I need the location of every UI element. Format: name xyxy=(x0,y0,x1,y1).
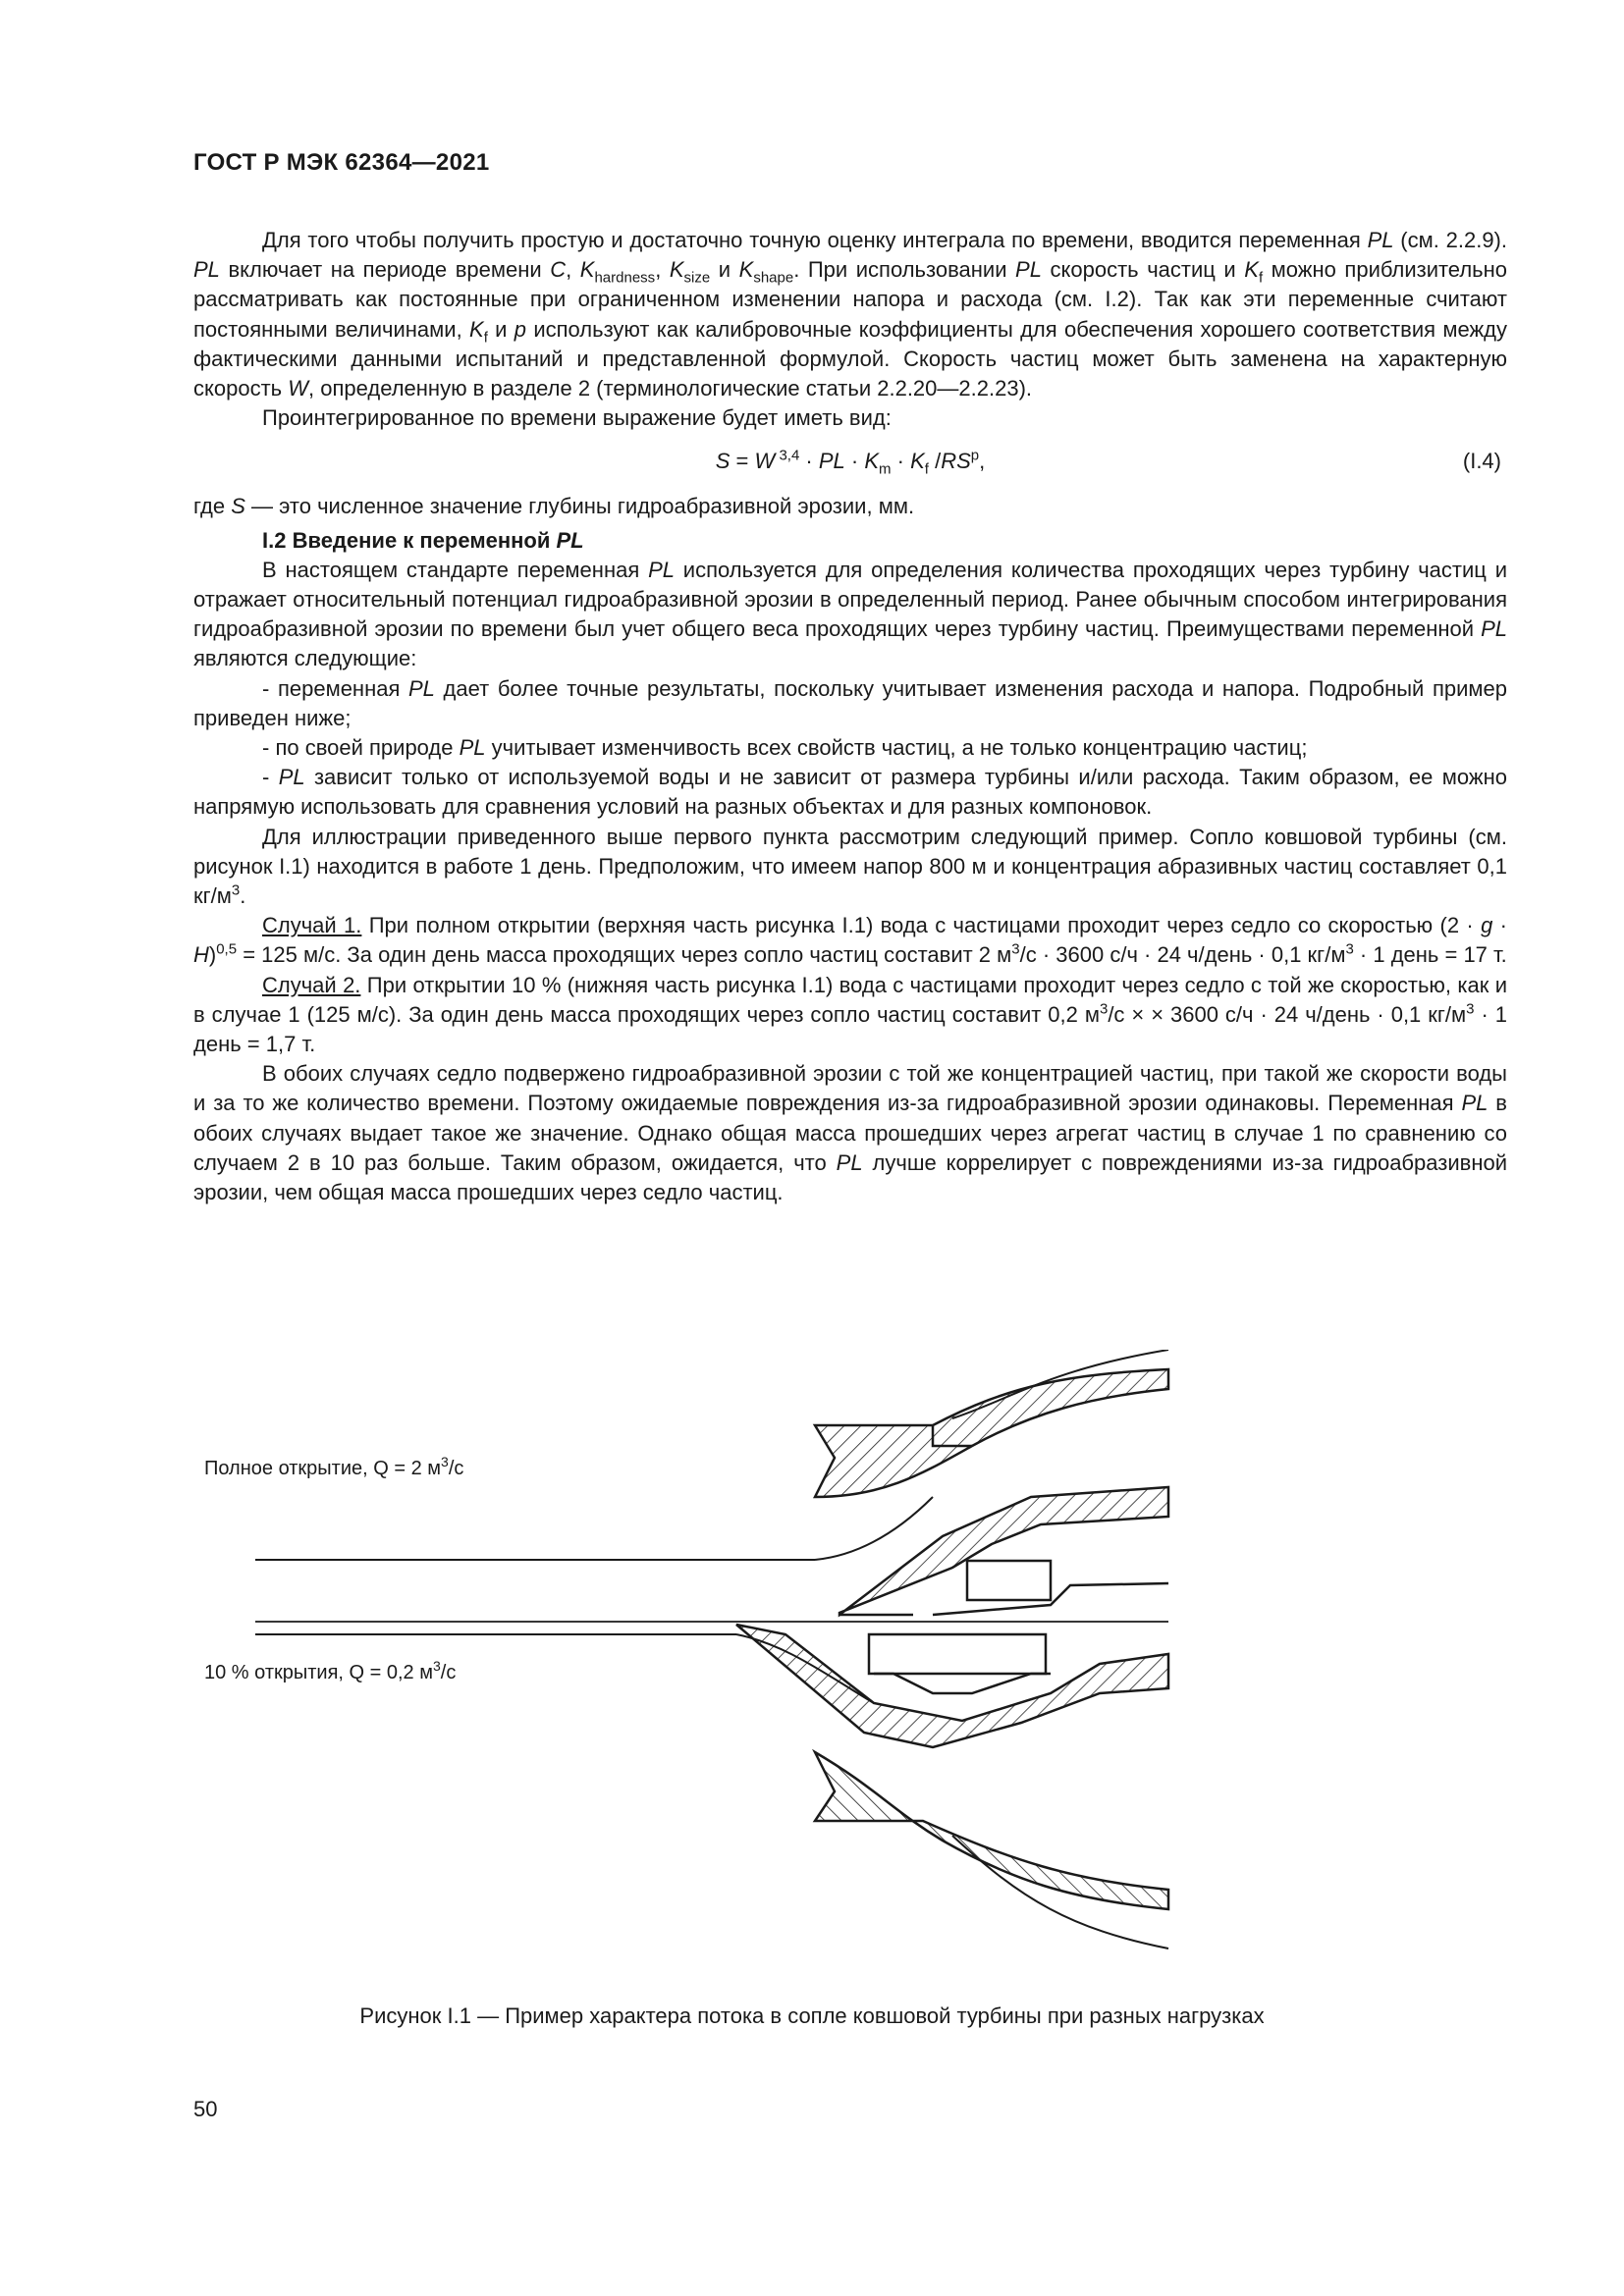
document-header: ГОСТ Р МЭК 62364—2021 xyxy=(193,149,490,176)
figure-nozzle-flow xyxy=(187,1350,1463,1978)
paragraph-case-2: Случай 2. При открытии 10 % (нижняя часть рисунка I.1) вода с частицами проходит через седло с той же скоростью, как и в случае 1 (125 м/с). За один день масса проходящих через сопло частиц составит 0,2 $м^3/с$ × × 3600 с/ч · 24 ч/день · 0,1 $кг/м^3 \cdot 1$ день = 1,7 т. xyxy=(193,972,1507,1057)
paragraph-example: Для иллюстрации приведенного выше первого пункта рассмотрим следующий пример. Сопло ковшовой турбины (см. рисунок I.1) находится в работе 1 день. Предположим, что имеем напор 800 м и концентрация абразивных частиц составляет 0,1 $кг/м^3$. xyxy=(193,824,1507,909)
paragraph-pl-purpose: В настоящем стандарте переменная PL используется для определения количества проходящих через турбину частиц и отражает относительный потенциал гидроабразивной эрозии в определенный период. Ранее обычным способом интегрирования гидроабразивной эрозии по времени был учет общего веса проходящих через турбину частиц. Преимуществами переменной PL являются следующие: xyxy=(193,557,1507,671)
section-title-i2: I.2 Введение к переменной PL xyxy=(262,527,584,553)
paragraph-pl-intro: Для того чтобы получить простую и достаточно точную оценку интеграла по времени, вводится переменная PL (см. 2.2.9). PL включает на периоде времени C, $K_{hardness}$, $K_{size}$ и $K_{shape}$. При использовании PL скорость частиц и $K_f$ можно приблизительно рассматривать как постоянные при ограниченном изменении напора и расхода (см. I.2). Так как эти переменные считают постоянными величинами, $K_f$ и p используют как калибровочные коэффициенты для обеспечения хорошего соответствия между фактическими данными испытаний и представленной формулой. Скорость частиц может быть заменена на характерную скорость W, определенную в разделе 2 (терминологические статьи 2.2.20—2.2.23). xyxy=(193,228,1508,401)
nozzle-diagram xyxy=(187,1350,1463,1978)
list-item-accuracy: - переменная PL дает более точные результаты, поскольку учитывает изменения расхода и напора. Подробный пример приведен ниже; xyxy=(193,675,1507,730)
body-text xyxy=(193,226,1507,1207)
paragraph-conclusion: В обоих случаях седло подвержено гидроабразивной эрозии с той же концентрацией частиц, при такой же скорости воды и за то же количество времени. Поэтому ожидаемые повреждения из-за гидроабразивной эрозии одинаковы. Переменная PL в обоих случаях выдает такое же значение. Однако общая масса прошедших через агрегат частиц в случае 1 по сравнению со случаем 2 в 10 раз больше. Таким образом, ожидается, что PL лучше коррелирует с повреждениями из-за гидроабразивной эрозии, чем общая масса прошедших через седло частиц. xyxy=(193,1061,1507,1205)
equation-number: (I.4) xyxy=(1462,449,1501,474)
page-number: 50 xyxy=(193,2097,218,2121)
figure-caption: Рисунок I.1 — Пример характера потока в сопле ковшовой турбины при разных нагрузках xyxy=(359,2003,1265,2028)
list-item-variability: - по своей природе PL учитывает изменчивость всех свойств частиц, а не только концентрацию частиц; xyxy=(262,735,1308,761)
paragraph-where-s: где S — это численное значение глубины гидроабразивной эрозии, мм. xyxy=(193,494,915,519)
label-full-opening: Полное открытие, Q = 2 $м^3/с$ xyxy=(204,1454,464,1479)
formula-i4 xyxy=(193,439,1507,488)
paragraph-case-1: Случай 1. При полном открытии (верхняя часть рисунка I.1) вода с частицами проходит через седло со скоростью $(2 \cdot g \cdot H)^{0,5} = 125$ м/с. За один день масса проходящих через сопло частиц составит 2 $м^3/с \cdot 3600$ с/ч · 24 ч/день · 0,1 $кг/м^3 \cdot 1$ день = 17 т. xyxy=(193,913,1507,968)
paragraph-integrated: Проинтегрированное по времени выражение будет иметь вид: xyxy=(262,405,892,431)
list-item-independence: - PL зависит только от используемой воды и не зависит от размера турбины и/или расхода. Таким образом, ее можно напрямую использовать для сравнения условий на разных объектах и для разных компоновок. xyxy=(193,765,1507,820)
formula-expression: S = W $^{3,4}$ · PL · $K_m \cdot K_f$ $/RS^p$, xyxy=(715,448,986,478)
label-ten-percent-opening: 10 % открытия, Q = 0,2 $м^3/с$ xyxy=(204,1658,457,1683)
